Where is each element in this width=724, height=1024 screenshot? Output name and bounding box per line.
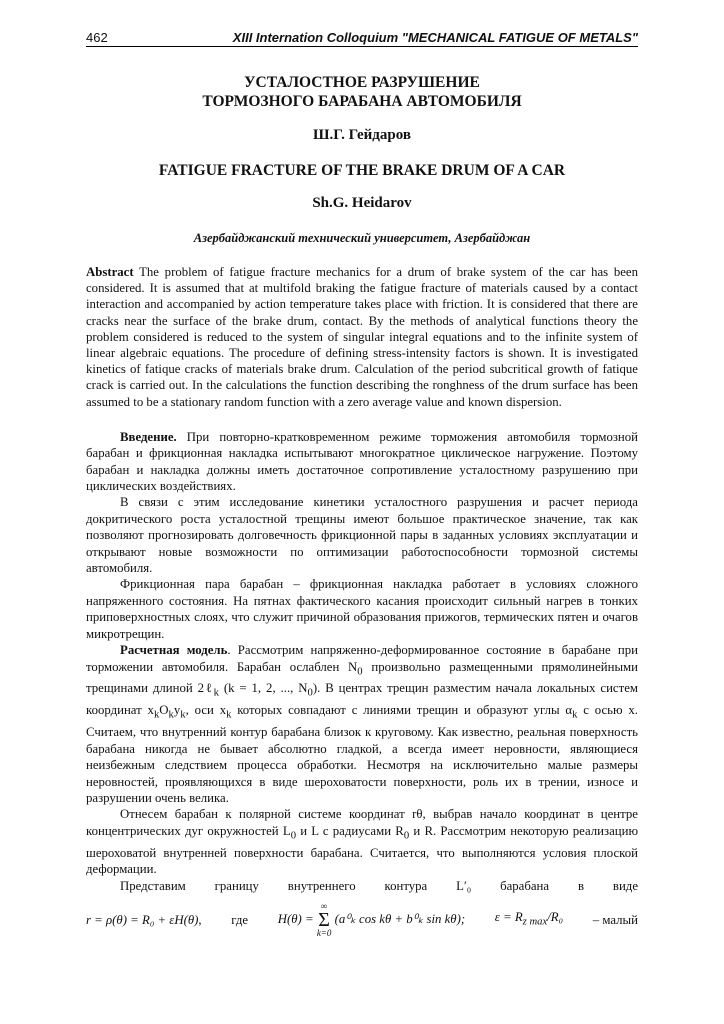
sub-k5: k [226,709,232,721]
model-text-i: с осью x. Считаем, что внутренний контур барабана близок к круговому. Как известно, реальная поверхность барабана никогда не бывает абсолютно гладкой, а всегда имеет неровности, являющиеся неизбежным следствием процесса обработки. Несмотря на исключительно малые размеры неровностей, проявляющихся в виде шероховатости поверхности, роль их в трении, износе и разрушении очень велика. [86,703,638,805]
model-text-f: y [173,703,181,718]
sub-k4: k [180,709,186,721]
author-english: Sh.G. Heidarov [312,195,412,211]
epsilon-rhs: /R₀ [547,910,564,924]
sub-k6: k [572,709,578,721]
epsilon-sub: z max [522,916,548,928]
abstract-text: The problem of fatigue fracture mechanics for a drum of brake system of the car has been considered. It is assumed that at multifold braking the fatigue fracture of materials caused by a contact interaction and accompanied by action temperature takes place with friction. It is considered that there are cracks near the surface of the brake drum, contact. By the methods of analytical functions theory the problem considered is reduced to the system of singular integral equations and to the infinite system of linear algebraic equations. The procedure of defining stress-intensity factors is shown. It is investigated kinetics of fatique cracks of materials brake drum. Calculation of the period subcritical growth of fatique crack is carried out. In the calculations the function describing the ronghness of the drum surface has been assumed to be a stationary random function with a zero average value and known dispersion. [86,265,639,409]
conference-title: XIII Internation Colloquium "MECHANICAL FATIGUE OF METALS" [232,30,638,45]
page-number: 462 [86,30,108,45]
title-russian-line1: УСТАЛОСТНОЕ РАЗРУШЕНИЕ [244,74,480,91]
paragraph-introduction [86,429,638,495]
page [86,30,638,938]
polar-text-c: и R. Рассмотрим некоторую реализацию шероховатой внутренней поверхности барабана. Считается, что выполняются условия плоской деформации. [86,823,639,877]
epsilon-lhs: ε = R [494,910,523,924]
title-russian-line2: ТОРМОЗНОГО БАРАБАНА АВТОМОБИЛЯ [202,93,522,110]
running-header [86,30,638,47]
sub-0d: 0 [403,830,410,842]
equation-h-rhs: (a⁰ₖ cos kθ + b⁰ₖ sin kθ); [334,911,466,926]
title-english: FATIGUE FRACTURE OF THE BRAKE DRUM OF A CAR [158,162,566,179]
equation-r: r = ρ(θ) = R₀ + εH(θ), [86,912,202,927]
model-text-h: которых совпадают с линиями трещин и образуют углы α [231,703,573,718]
sub-0c: 0 [290,830,297,842]
equation-epsilon [495,909,563,931]
affiliation: Азербайджанский технический университет, Азербайджан [193,231,531,245]
sum-top: ∞ [320,900,328,911]
equation-where: где [231,912,249,927]
model-text-a: . Рассмотрим напряженно-деформированное состояние в барабане при торможении автомобиля. Барабан ослаблен N [86,643,638,674]
model-text-e: O [159,703,169,718]
model-text-d: ). В центрах трещин разместим начала локальных систем координат x [86,681,638,718]
equation-tail: – малый [592,912,638,927]
paragraph-model [86,642,638,806]
paragraph-polar [86,806,638,877]
equation-h [278,902,465,938]
paragraph-3: Фрикционная пара барабан – фрикционная накладка работает в условиях сложного напряженного состояния. На пятнах фактического касания происходит сильный нагрев в тонких приповерхностных слоях, что служит причиной образования прижогов, термических пятен и очагов микротрещин. [86,577,638,641]
polar-text-a: Отнесем барабан к полярной системе координат rθ, выбрав начало координат в центре концентрических дуг окружностей L [86,807,638,838]
author-russian: Ш.Г. Гейдаров [313,127,411,143]
introduction-label: Введение. [120,429,177,444]
equation-h-lhs: H(θ) = [277,911,314,926]
abstract [86,264,638,410]
polar-text-b: и L с радиусами R [296,823,404,838]
introduction-text: При повторно-кратковременном режиме торможения автомобиля тормозной барабан и фрикционная накладка испытывают многократное циклическое нагружение. Поэтому барабан и накладка должны иметь достаточное сопротивление усталостному разрушению при циклических воздействиях. [86,429,638,494]
sum-bottom: k=0 [316,927,332,938]
sub-0b: 0 [307,688,313,700]
model-text-g: , оси x [185,703,227,718]
sub-k3: k [168,709,174,721]
sub-k: k [213,688,219,700]
abstract-label: Abstract [86,265,134,279]
equation-line [86,902,638,938]
model-label: Расчетная модель [120,643,228,658]
sub-k2: k [153,709,160,721]
sub-0: 0 [357,666,363,678]
model-text-b: произвольно размещенными прямолинейными трещинами длиной 2ℓ [86,659,638,696]
body-text [86,429,638,938]
paragraph-boundary: Представим границу внутреннего контура L′₀ барабана в виде [120,878,638,893]
paragraph-2: В связи с этим исследование кинетики усталостного разрушения и расчет периода докритического роста усталостной трещины имеют большое практическое значение, так как позволяют прогнозировать долговечность фрикционной пары в заданных условиях эксплуатации и открывают новые возможности по оптимизации работоспособности тормозной системы автомобиля. [86,495,638,576]
model-text-c: (k = 1, 2, ..., N [218,681,308,696]
sigma-icon: Σ [318,908,330,931]
title-russian [86,73,638,111]
sum-symbol [317,902,332,938]
